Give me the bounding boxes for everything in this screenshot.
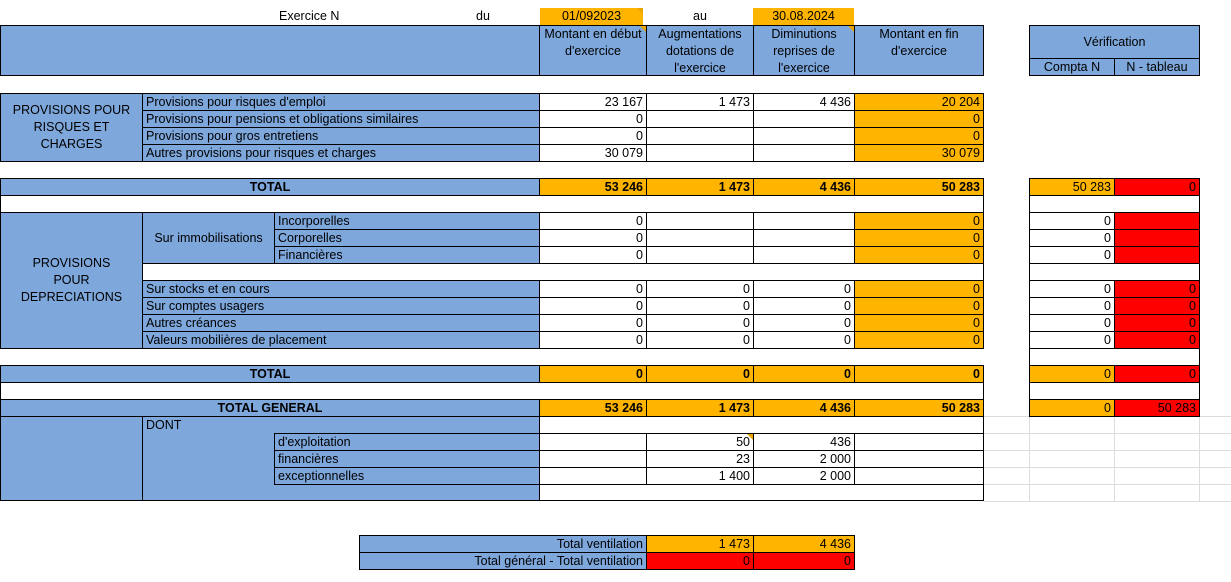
cell-fin[interactable]: 0 xyxy=(854,229,984,247)
cell-fin[interactable]: 0 xyxy=(854,127,984,145)
row-label: Autres provisions pour risques et charges xyxy=(142,144,540,162)
total-fin[interactable]: 50 283 xyxy=(854,178,984,196)
total-general-aug[interactable]: 1 473 xyxy=(646,399,754,417)
cell-fin[interactable]: 30 079 xyxy=(854,144,984,162)
spacer-row xyxy=(1029,263,1200,281)
verif-compta-cell[interactable]: 0 xyxy=(1029,297,1115,315)
cell-aug[interactable]: 23 xyxy=(646,450,754,468)
cell-debut[interactable]: 0 xyxy=(539,110,647,128)
cell-aug[interactable]: 1 473 xyxy=(646,93,754,111)
verif-compta-cell[interactable]: 50 283 xyxy=(1029,178,1115,196)
total-aug[interactable]: 1 473 xyxy=(646,178,754,196)
verif-ecart-cell[interactable] xyxy=(1114,246,1200,264)
gridline xyxy=(984,501,1231,502)
spacer-row xyxy=(539,416,984,434)
verif-compta-cell[interactable]: 0 xyxy=(1029,229,1115,247)
cell-dim[interactable]: 4 436 xyxy=(753,93,855,111)
cell-fin[interactable]: 0 xyxy=(854,246,984,264)
gridline xyxy=(1114,416,1115,501)
cell-fin[interactable]: 0 xyxy=(854,314,984,332)
cell-debut[interactable] xyxy=(539,467,647,485)
total-debut[interactable]: 53 246 xyxy=(539,178,647,196)
gridline xyxy=(984,433,1231,434)
verif-col-compta: Compta N xyxy=(1029,58,1115,76)
verif-ecart-cell[interactable]: 50 283 xyxy=(1114,399,1200,417)
cell-aug[interactable]: 0 xyxy=(646,331,754,349)
row-label: d'exploitation xyxy=(274,433,540,451)
row-label: financières xyxy=(274,450,540,468)
cell-dim[interactable]: 436 xyxy=(753,433,855,451)
total-general-dim[interactable]: 4 436 xyxy=(753,399,855,417)
cell-aug[interactable]: 0 xyxy=(646,297,754,315)
cell-aug[interactable] xyxy=(646,246,754,264)
spacer-row xyxy=(0,382,984,400)
verif-ecart-cell[interactable]: 0 xyxy=(1114,178,1200,196)
cell-fin[interactable] xyxy=(854,450,984,468)
gridline xyxy=(1199,416,1200,501)
verif-compta-cell[interactable]: 0 xyxy=(1029,314,1115,332)
row-label: Sur comptes usagers xyxy=(142,297,540,315)
gridline xyxy=(984,450,1231,451)
cell-aug[interactable]: 1 400 xyxy=(646,467,754,485)
du-label: du xyxy=(476,9,490,23)
verif-compta-cell[interactable]: 0 xyxy=(1029,331,1115,349)
verification-header: Vérification xyxy=(1029,25,1200,59)
cell-dim[interactable]: 2 000 xyxy=(753,467,855,485)
cell-debut[interactable]: 0 xyxy=(539,314,647,332)
row-label: Autres créances xyxy=(142,314,540,332)
cell-fin[interactable]: 0 xyxy=(854,297,984,315)
date-start-field[interactable]: 01/092023 xyxy=(540,8,643,25)
col-header-diminutions: Diminutions reprises de l'exercice xyxy=(753,25,855,76)
diff-ventilation-label: Total général - Total ventilation xyxy=(359,552,647,570)
cell-fin[interactable]: 0 xyxy=(854,110,984,128)
cell-fin[interactable]: 0 xyxy=(854,212,984,230)
cell-aug[interactable]: 50 xyxy=(646,433,754,451)
total-fin[interactable]: 0 xyxy=(854,365,984,383)
spacer-row xyxy=(1029,195,1200,213)
cell-fin[interactable]: 20 204 xyxy=(854,93,984,111)
au-label: au xyxy=(693,9,707,23)
verif-compta-cell[interactable]: 0 xyxy=(1029,280,1115,298)
cell-aug[interactable] xyxy=(646,229,754,247)
cell-debut[interactable]: 0 xyxy=(539,229,647,247)
row-label: Corporelles xyxy=(274,229,540,247)
dont-filler xyxy=(143,485,539,500)
group-label-depreciations: PROVISIONS POUR DEPRECIATIONS xyxy=(0,212,143,349)
cell-dim[interactable]: 0 xyxy=(753,280,855,298)
exercice-label: Exercice N xyxy=(279,9,340,23)
verif-compta-cell[interactable]: 0 xyxy=(1029,212,1115,230)
verif-ecart-cell[interactable]: 0 xyxy=(1114,365,1200,383)
row-label: Valeurs mobilières de placement xyxy=(142,331,540,349)
cell-dim[interactable] xyxy=(753,127,855,145)
cell-dim[interactable] xyxy=(753,246,855,264)
row-label: Provisions pour gros entretiens xyxy=(142,127,540,145)
total-general-debut[interactable]: 53 246 xyxy=(539,399,647,417)
total-general-label: TOTAL GENERAL xyxy=(0,399,540,417)
immo-label: Sur immobilisations xyxy=(142,212,275,264)
gridline xyxy=(984,484,1231,485)
cell-fin[interactable] xyxy=(854,467,984,485)
cell-dim[interactable]: 0 xyxy=(753,331,855,349)
verif-compta-cell[interactable]: 0 xyxy=(1029,399,1115,417)
cell-debut[interactable]: 0 xyxy=(539,331,647,349)
verif-ecart-cell[interactable]: 0 xyxy=(1114,297,1200,315)
cell-aug[interactable] xyxy=(646,212,754,230)
dont-left-block xyxy=(0,416,143,501)
verif-col-tableau: N - tableau xyxy=(1114,58,1200,76)
cell-debut[interactable]: 0 xyxy=(539,297,647,315)
row-label: Incorporelles xyxy=(274,212,540,230)
cell-dim[interactable]: 0 xyxy=(753,314,855,332)
total-ventilation-dim[interactable]: 4 436 xyxy=(753,535,855,553)
cell-fin[interactable]: 0 xyxy=(854,331,984,349)
cell-dim[interactable] xyxy=(753,229,855,247)
cell-fin[interactable]: 0 xyxy=(854,280,984,298)
gridline xyxy=(1029,416,1030,501)
row-label: Provisions pour pensions et obligations similaires xyxy=(142,110,540,128)
row-label: Provisions pour risques d'emploi xyxy=(142,93,540,111)
verif-ecart-cell[interactable]: 0 xyxy=(1114,331,1200,349)
row-label: Financières xyxy=(274,246,540,264)
verif-ecart-cell[interactable]: 0 xyxy=(1114,314,1200,332)
cell-debut[interactable] xyxy=(539,433,647,451)
col-header-debut: Montant en début d'exercice xyxy=(539,25,647,76)
cell-debut[interactable] xyxy=(539,450,647,468)
total-aug[interactable]: 0 xyxy=(646,365,754,383)
cell-fin[interactable] xyxy=(854,433,984,451)
total-debut[interactable]: 0 xyxy=(539,365,647,383)
cell-dim[interactable] xyxy=(753,144,855,162)
group-label-risques: PROVISIONS POUR RISQUES ET CHARGES xyxy=(0,93,143,162)
cell-aug[interactable] xyxy=(646,127,754,145)
date-end-field[interactable]: 30.08.2024 xyxy=(753,8,854,25)
dont-label: DONT xyxy=(142,416,540,501)
cell-debut[interactable]: 0 xyxy=(539,280,647,298)
total-dim[interactable]: 0 xyxy=(753,365,855,383)
cell-aug[interactable]: 0 xyxy=(646,314,754,332)
cell-dim[interactable]: 0 xyxy=(753,297,855,315)
total-risques-label: TOTAL xyxy=(0,178,540,196)
cell-aug[interactable] xyxy=(646,144,754,162)
verif-compta-cell[interactable]: 0 xyxy=(1029,246,1115,264)
cell-dim[interactable]: 2 000 xyxy=(753,450,855,468)
cell-debut[interactable]: 0 xyxy=(539,246,647,264)
gridline xyxy=(984,467,1231,468)
total-ventilation-aug[interactable]: 1 473 xyxy=(646,535,754,553)
verif-ecart-cell[interactable]: 0 xyxy=(1114,280,1200,298)
cell-dim[interactable] xyxy=(753,212,855,230)
spacer-row xyxy=(1029,348,1200,366)
total-dim[interactable]: 4 436 xyxy=(753,178,855,196)
row-label: Sur stocks et en cours xyxy=(142,280,540,298)
cell-debut[interactable]: 23 167 xyxy=(539,93,647,111)
col-header-fin: Montant en fin d'exercice xyxy=(854,25,984,76)
verif-compta-cell[interactable]: 0 xyxy=(1029,365,1115,383)
verif-ecart-cell[interactable] xyxy=(1114,212,1200,230)
diff-ventilation-aug[interactable]: 0 xyxy=(646,552,754,570)
cell-aug[interactable] xyxy=(646,110,754,128)
header-band xyxy=(0,25,540,76)
spacer-row xyxy=(539,484,984,501)
total-general-fin[interactable]: 50 283 xyxy=(854,399,984,417)
spacer-row xyxy=(0,195,984,213)
col-header-augmentations: Augmentations dotations de l'exercice xyxy=(646,25,754,76)
cell-debut[interactable]: 0 xyxy=(539,212,647,230)
spacer-row xyxy=(1029,382,1200,400)
cell-aug[interactable]: 0 xyxy=(646,280,754,298)
cell-debut[interactable]: 0 xyxy=(539,127,647,145)
total-depreciations-label: TOTAL xyxy=(0,365,540,383)
cell-debut[interactable]: 30 079 xyxy=(539,144,647,162)
diff-ventilation-dim[interactable]: 0 xyxy=(753,552,855,570)
total-ventilation-label: Total ventilation xyxy=(359,535,647,553)
verif-ecart-cell[interactable] xyxy=(1114,229,1200,247)
spacer-row xyxy=(142,263,984,281)
row-label: exceptionnelles xyxy=(274,467,540,485)
cell-dim[interactable] xyxy=(753,110,855,128)
